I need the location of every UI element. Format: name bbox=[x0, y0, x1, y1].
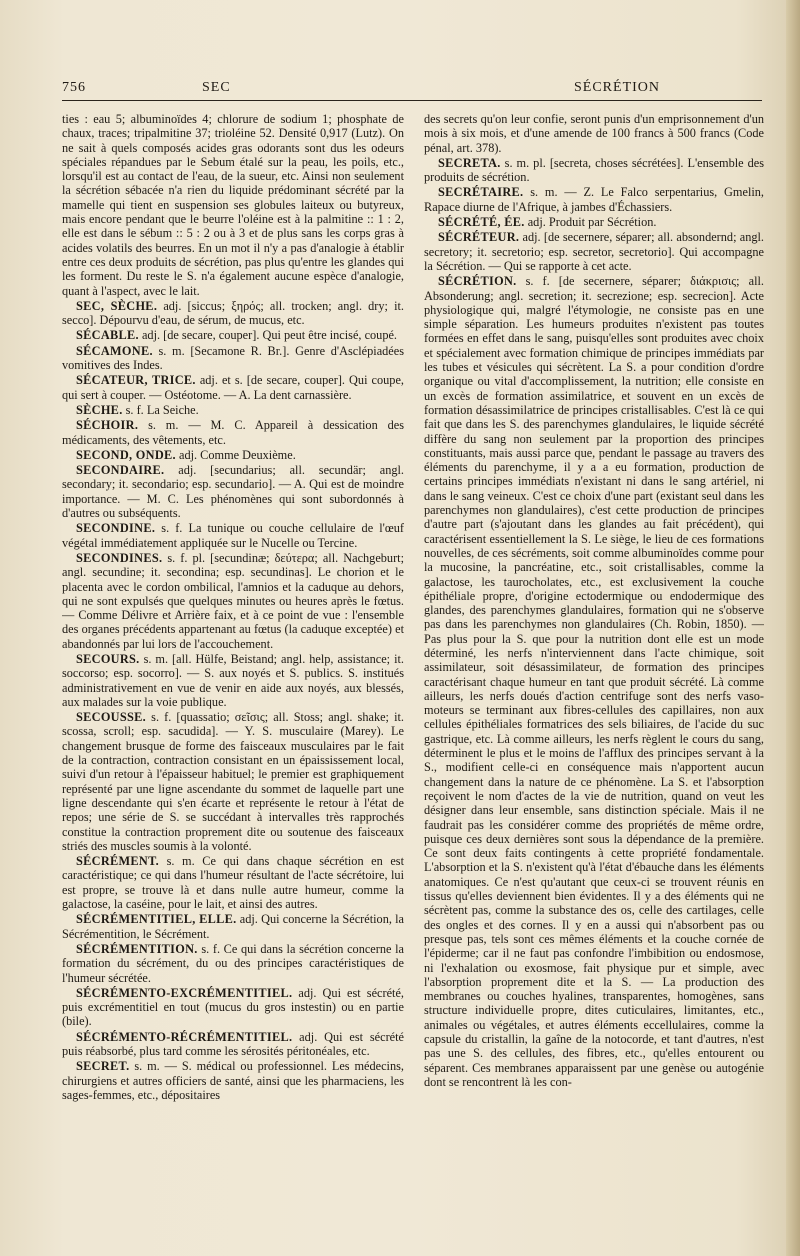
entry-headword: SECRETA. bbox=[438, 155, 501, 170]
dictionary-entry bbox=[62, 328, 404, 342]
entry-text: s. m. pl. [secreta, choses sécrétées]. L'ensemble des produits de sécrétion. bbox=[424, 155, 764, 185]
dictionary-entry bbox=[62, 1059, 404, 1102]
entry-headword: SEC, SÈCHE. bbox=[76, 298, 158, 313]
entry-headword: SECOUSSE. bbox=[76, 710, 147, 725]
entry-headword: SÉCABLE. bbox=[76, 328, 139, 343]
entry-text: s. m. Ce qui dans chaque sécrétion en est caractéristique; ce qui dans l'humeur résultant de l'acte sécrétoire, lui est propre, se trouve là et dans nulle autre humeur, comme la galactose, la caséine, pour le lait, et ainsi des autres. bbox=[62, 854, 404, 912]
header-rule bbox=[62, 100, 762, 101]
entry-text: adj. Qui est sécrété puis réabsorbé, plus tard comme les sérosités péritonéales, etc. bbox=[62, 1029, 404, 1058]
dictionary-entry bbox=[62, 448, 404, 462]
entry-headword: SECONDINES. bbox=[76, 550, 163, 565]
left-column bbox=[62, 112, 404, 1232]
dictionary-entry bbox=[62, 986, 404, 1029]
entry-text: adj. [siccus; ξηρός; all. trocken; angl. dry; it. secco]. Dépourvu d'eau, de sérum, de mucus, etc. bbox=[62, 298, 404, 328]
entry-text: s. f. Ce qui dans la sécrétion concerne la formation du sécrément, du ou des principes caractéristiques de l'humeur sécrétée. bbox=[62, 941, 404, 985]
entry-text: s. f. [de secernere, séparer; διάκρισις; all. Absonderung; angl. secretion; it. secrezione; esp. secrecion]. Acte physiologique qui, malgré l'étymologie, ne consiste pas en une simple séparation. Les humeurs produites n'existent pas toutes formées en effet dans le sang, puisqu'elles sont produites avec choix et spécialement avec formation chimique de principes immédiats par les tubes et vésicules qui sécrètent. La S. a pour condition d'ordre organique ou vital d'accomplissement, la nutrition; elle consiste en un excès de formation assimilatrice, et souvent en un excès de formation désassimilatrice de principes cristallisables. C'est là ce qui fait que dans les S. des parenchymes glandulaires, le liquide sécrété diffère du sang non seulement par la proportion des principes constituants, mais aussi parce que, pendant le passage au travers des éléments du parenchyme, il y a a eu formation, production de certains principes immédiats n'existant ni dans le sang artériel, ni dans le sang veineux. C'est ce choix d'une part (existant seul dans les parenchymes non glandulaires), c'est cette production de principes d'autre part (s'ajoutant dans les glandes au fait précédent), qui caractérisent essentiellement la S. Le siège, le lieu de ces formations nouvelles, de ces sécréments, soit comme albuminoïdes comme pour la mucosine, la pancréatine, etc., soit cristallisables, comme la galactose, les taurocholates, etc., est exclusivement la couche épithéliale propre, d'origine ectodermique ou endodermique des glandes, des parenchymes glandulaires, formation qui ne s'observe pas dans les parenchymes non glandulaires (Ch. Robin, 1850). — Pas plus pour la S. que pour la nutrition dont elle est un mode déterminé, les nerfs n'interviennent dans l'acte chimique, soit assimilateur, soit désassimilateur, de formation des principes caractérisant chaque humeur en tant que produit sécrété. Là comme ailleurs, les nerfs doués d'action centrifuge sont des nerfs vaso-moteurs se terminant aux fibres-cellules des capillaires, non aux cellules épithéliales formatrices des sels biliaires, de l'acide du suc gastrique, etc. Là comme ailleurs, les nerfs règlent le cours du sang, déterminent le plus et le moins de l'afflux des principes servant à la S., modifient celle-ci en conséquence mais n'apportent aucun changement dans la nature de ce phénomène. La S. et l'absorption reçoivent le nom d'actes de la vie de nutrition, quand on veut les désigner dans leur ensemble, sans distinction spéciale. Mais il ne faudrait pas les considérer comme des propriétés de même ordre, puisque ces deux dernières sont sous la dépendance de la première. Ce sont deux faits contingents à cette propriété fondamentale. L'absorption et la S. n'existent qu'à l'état d'ébauche dans les éléments anatomiques. Ce n'est qu'autant que ceux-ci se trouvent réunis en tissus qu'elles deviennent bien évidentes. Il y a des éléments qui ne sécrètent pas, comme la substance des os, celle des cartilages, celle des ongles et des cornes. Il y en a aussi qui n'absorbent pas ou presque pas, tels sont ces mêmes éléments et la couche cornée de l'épiderme; car il ne faut pas confondre l'imbibition ou endosmose, ni l'exhalation ou exosmose, fait physique pur et simple, avec l'absorption proprement dite et la S. — La production des membranes ou couches hyalines, transparentes, homogènes, sans structure individuelle propre, dites cuticulaires, limitantes, etc., animales ou végétales, et autres éléments eccellulaires, comme la capsule du cristallin, la gaîne de la notocorde, et tant d'autres, n'est pas une S. des cellules, des fibres, etc., qu'elles entourent ou séparent. Ces membranes apparaissent par une genèse ou autogénie dont se rencontrent là les con- bbox=[424, 274, 764, 1089]
entry-text: s. m. [all. Hülfe, Beistand; angl. help, assistance; it. soccorso; esp. socorro]. — S. aux noyés et S. publics. S. institués administrativement en vue de venir en aide aux noyés, aux blessés, aux malades sur la voie publique. bbox=[62, 651, 404, 709]
dictionary-entry bbox=[424, 185, 764, 214]
dictionary-entry bbox=[62, 710, 404, 853]
entry-headword: SÉCRÉTÉ, ÉE. bbox=[438, 215, 525, 230]
entry-headword: SÈCHE. bbox=[76, 402, 123, 417]
entry-headword: SÉCATEUR, TRICE. bbox=[76, 373, 196, 388]
right-guide-word: SÉCRÉTION bbox=[574, 80, 660, 95]
dictionary-entry bbox=[62, 854, 404, 911]
entry-headword: SECONDINE. bbox=[76, 521, 156, 536]
entry-headword: SECOND, ONDE. bbox=[76, 447, 176, 462]
page-edge bbox=[786, 0, 800, 1256]
entry-text: s. f. [quassatio; σεῖσις; all. Stoss; angl. shake; it. scossa, scroll; esp. sacudida]. — Y. S. musculaire (Marey). Le changement brusque de forme des faisceaux musculaires par le fait de la contraction, contraction consistant en un épaississement local, suivi d'un retour à l'épaisseur habituel; le premier est graphiquement représenté par une ligne ascendante du sommet de laquelle part une ligne descendante qui s'en écarte et représente le retour à l'état de repos; une série de S. se succédant à intervalles très rapprochés constitue la contraction proprement dite ou soutenue des faisceaux striés des muscles soumis à la volonté. bbox=[62, 710, 404, 853]
entry-text: adj. Comme Deuxième. bbox=[178, 447, 296, 462]
dictionary-entry bbox=[424, 230, 764, 273]
entry-text: adj. [de secare, couper]. Qui peut être incisé, coupé. bbox=[141, 328, 398, 343]
entry-headword: SÉCRÉTEUR. bbox=[438, 230, 520, 245]
entry-headword: SECRÉTAIRE. bbox=[438, 185, 524, 200]
dictionary-entry bbox=[62, 373, 404, 402]
entry-continuation bbox=[62, 112, 404, 298]
dictionary-entry bbox=[62, 418, 404, 447]
entry-text: ties : eau 5; albuminoïdes 4; chlorure de sodium 1; phosphate de chaux, traces; tripalmitine 37; trioléine 52. Densité 0,917 (Lutz). On ne sait à quels composés acides gras odorants sont dus les odeurs spéciales répandues par le Sebum étalé sur la peau, les poils, etc., lorsqu'il est au contact de l'eau, de la sueur, etc. Ainsi non seulement la sécrétion sébacée n'a rien du liquide prédominant sécrété par la mamelle qui tient en suspension ses globules laiteux ou butyreux, mais encore pendant que le beurre l'oléine est à la palmitine :: 1 : 2, elle est dans le sébum :: 5 : 2 ou à 3 et de plus sans les corps gras à acides volatils des beurres. En un mot il n'y a pas d'analogie à établir entre ces deux produits de sécrétion, pas plus qu'entre les glandes qui les forment. Du reste le S. n'a également aucune espèce d'analogie, quant à l'aspect, avec le lait. bbox=[62, 112, 404, 298]
entry-headword: SÉCHOIR. bbox=[76, 418, 139, 433]
entry-continuation bbox=[424, 112, 764, 155]
entry-headword: SÉCAMONE. bbox=[76, 343, 153, 358]
dictionary-entry bbox=[62, 912, 404, 941]
entry-headword: SÉCRÉMENTO-EXCRÉMENTITIEL. bbox=[76, 985, 293, 1000]
entry-text: s. f. pl. [secundinæ; δεύτερα; all. Nachgeburt; angl. secundine; it. secondina; esp. secundinas]. Le chorion et le placenta avec le cordon ombilical, l'amnios et la caduque au dehors, qui ne sont expulsés que quelques minutes ou heures après le fœtus. — Comme Délivre et Arrière faix, et à ce point de vue : l'ensemble des organes précédents appartenant au fœtus (la caduque exceptée) et abandonnés par lui lors de l'accouchement. bbox=[62, 550, 404, 651]
entry-text: s. m. [Secamone R. Br.]. Genre d'Asclépiadées vomitives des Indes. bbox=[62, 343, 404, 373]
dictionary-entry bbox=[62, 652, 404, 709]
running-header bbox=[62, 80, 762, 102]
dictionary-entry bbox=[424, 274, 764, 1089]
entry-text: s. f. La Seiche. bbox=[125, 402, 199, 417]
dictionary-entry bbox=[424, 156, 764, 185]
entry-headword: SÉCRÉMENTO-RÉCRÉMENTITIEL. bbox=[76, 1029, 293, 1044]
right-column bbox=[424, 112, 764, 1232]
entry-text: adj. Qui concerne la Sécrétion, la Sécrémentition, le Sécrément. bbox=[62, 912, 404, 941]
entry-headword: SECRET. bbox=[76, 1059, 130, 1074]
entry-text: s. f. La tunique ou couche cellulaire de l'œuf végétal immédiatement appliquée sur le Nucelle ou Tercine. bbox=[62, 521, 404, 550]
entry-text: adj. Produit par Sécrétion. bbox=[527, 215, 657, 230]
dictionary-entry bbox=[62, 551, 404, 651]
dictionary-entry bbox=[62, 1030, 404, 1059]
entry-text: des secrets qu'on leur confie, seront punis d'un emprisonnement d'un mois à six mois, et d'une amende de 100 francs à 500 francs (Code pénal, art. 378). bbox=[424, 112, 764, 155]
entry-headword: SÉCRÉMENTITION. bbox=[76, 941, 198, 956]
entry-headword: SÉCRÉTION. bbox=[438, 274, 517, 289]
dictionary-entry bbox=[62, 403, 404, 417]
dictionary-entry bbox=[424, 215, 764, 229]
dictionary-entry bbox=[62, 942, 404, 985]
entry-headword: SÉCRÉMENT. bbox=[76, 854, 160, 869]
entry-text: s. m. — Z. Le Falco serpentarius, Gmelin, Rapace diurne de l'Afrique, à jambes d'Échassiers. bbox=[424, 185, 764, 214]
page-number: 756 bbox=[62, 80, 86, 95]
left-guide-word: SEC bbox=[202, 80, 231, 95]
entry-text: s. m. — S. médical ou professionnel. Les médecins, chirurgiens et autres officiers de santé, ainsi que les pharmaciens, les sages-femmes, etc., dépositaires bbox=[62, 1059, 404, 1102]
entry-text: adj. Qui est sécrété, puis excrémentitiel en tout (mucus du gros instestin) ou en partie (bile). bbox=[62, 985, 404, 1029]
entry-text: adj. et s. [de secare, couper]. Qui coupe, qui sert à couper. — Ostéotome. — A. La dent carnassière. bbox=[62, 373, 404, 402]
entry-text: adj. [de secernere, séparer; all. absondernd; angl. secretory; it. secretorio; esp. secretor, secretorio]. Qui accompagne la Sécrétion. — Qui se rapporte à cet acte. bbox=[424, 230, 764, 273]
entry-headword: SECONDAIRE. bbox=[76, 463, 165, 478]
entry-text: adj. [secundarius; all. secundär; angl. secondary; it. secondario; esp. secundario]. — A. Qui est de moindre importance. — M. C. Les phénomènes qui sont subordonnés à d'autres ou subséquents. bbox=[62, 463, 404, 521]
dictionary-entry bbox=[62, 521, 404, 550]
entry-headword: SÉCRÉMENTITIEL, ELLE. bbox=[76, 912, 237, 927]
entry-headword: SECOURS. bbox=[76, 651, 140, 666]
dictionary-entry bbox=[62, 344, 404, 373]
dictionary-entry bbox=[62, 299, 404, 328]
entry-text: s. m. — M. C. Appareil à dessication des médicaments, des vêtements, etc. bbox=[62, 418, 404, 447]
dictionary-entry bbox=[62, 463, 404, 520]
